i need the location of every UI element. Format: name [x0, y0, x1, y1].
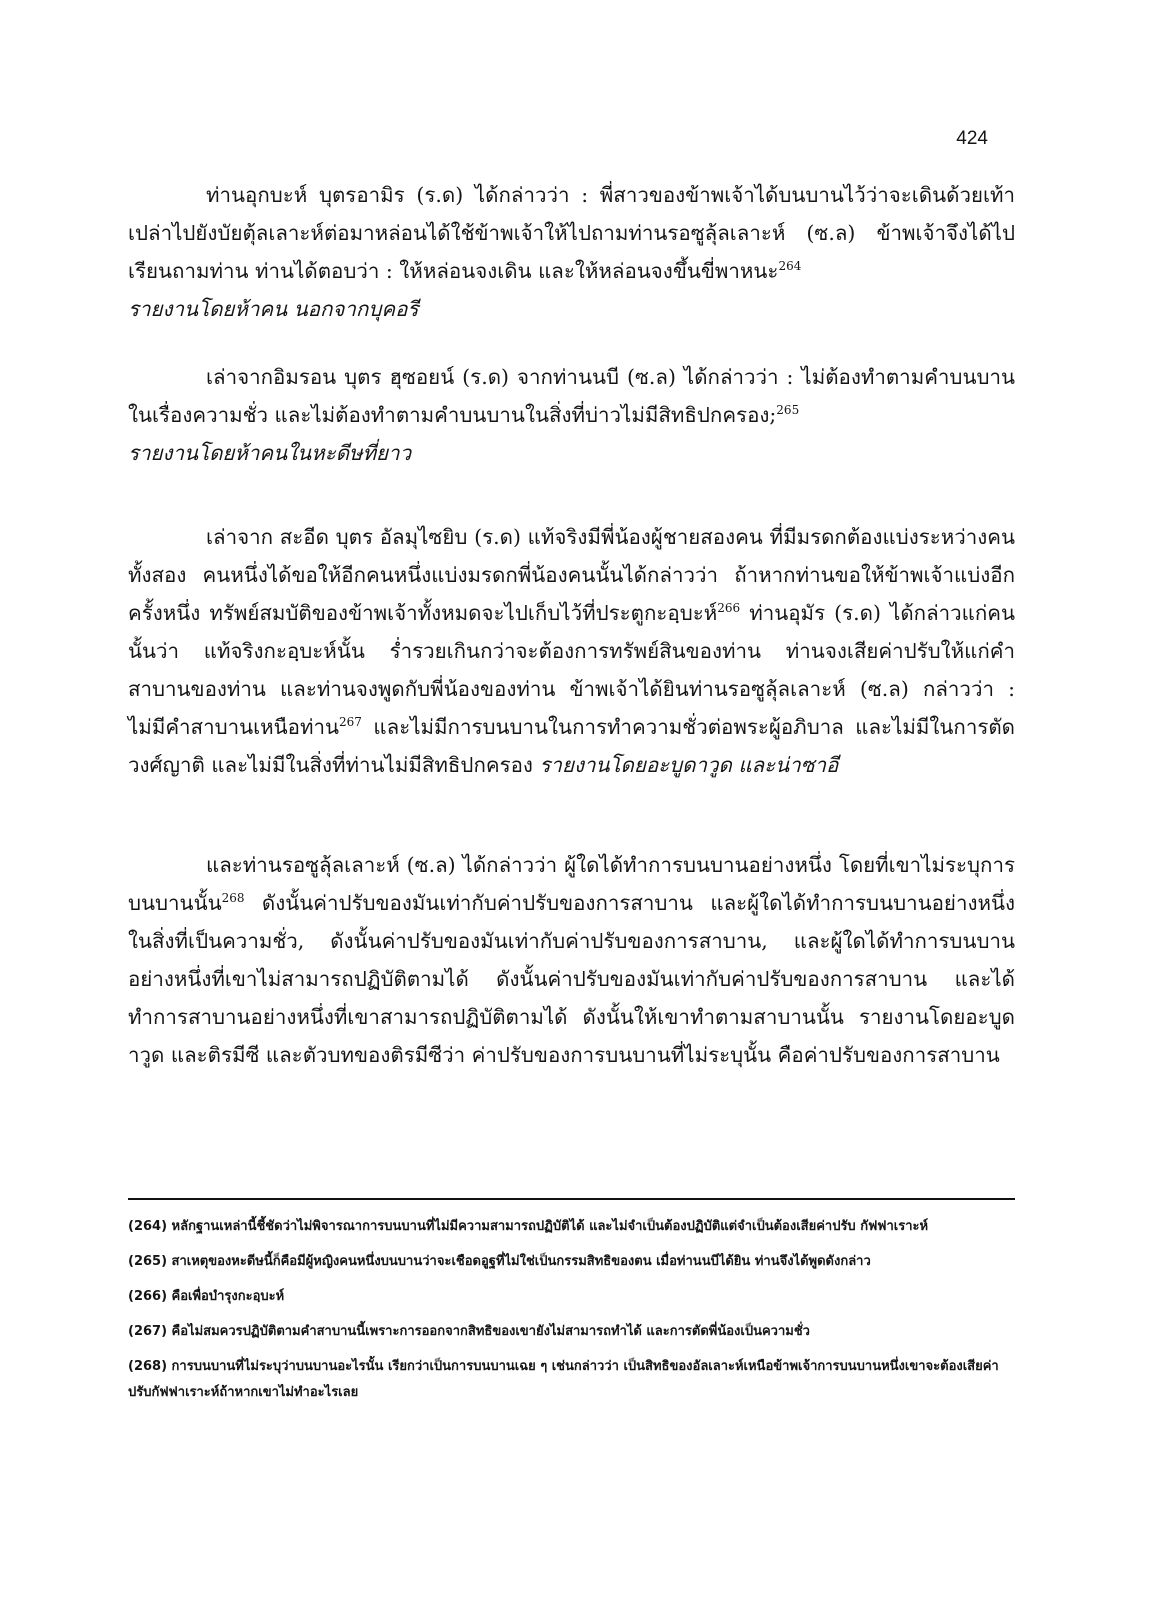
footnote-ref-265: 265 — [776, 403, 800, 418]
paragraph-text: ท่านอุกบะห์ บุตรอามิร (ร.ด) ได้กล่าวว่า : พี่สาวของข้าพเจ้าได้บนบานไว้ว่าจะเดินด้วยเท้าเปล่าไปยังบัยตุ้ลเลาะห์ต่อมาหล่อนได้ใช้ข้าพเจ้าให้ไปถามท่านรอซูลุ้ลเลาะห์ (ซ.ล) ข้าพเจ้าจึงได้ไปเรียนถามท่าน ท่านได้ตอบว่า : ให้หล่อนจงเดิน และให้หล่อนจงขึ้นขี่พาหนะ — [128, 183, 1015, 283]
footnotes — [128, 1214, 1015, 1406]
footnote-268: (268) การบนบานที่ไม่ระบุว่าบนบานอะไรนั้น เรียกว่าเป็นการบนบานเฉย ๆ เช่นกล่าวว่า เป็นสิทธิของอัลเลาะห์เหนือข้าพเจ้าการบนบานหนึ่งเขาจะต้องเสียค่าปรับกัฟฟาเราะห์ถ้าหากเขาไม่ทำอะไรเลย — [128, 1359, 999, 1400]
hadith-source: รายงานโดยอะบูดาวูด และน่าซาอี — [539, 753, 839, 777]
paragraph-text: ดังนั้นค่าปรับของมันเท่ากับค่าปรับของการสาบาน และผู้ใดได้ทำการบนบานอย่างหนึ่งในสิ่งที่เป็นความชั่ว, ดังนั้นค่าปรับของมันเท่ากับค่าปรับของการสาบาน, และผู้ใดได้ทำการบนบานอย่างหนึ่งที่เขาไม่สามารถปฏิบัติตามได้ ดังนั้นค่าปรับของมันเท่ากับค่าปรับของการสาบาน และได้ทำการสาบานอย่างหนึ่งที่เขาสามารถปฏิบัติตามได้ ดังนั้นให้เขาทำตามสาบานนั้น รายงานโดยอะบูดาวูด และติรมีซี และตัวบทของติรมีซีว่า ค่าปรับของการบนบานที่ไม่ระบุนั้น คือค่าปรับของการสาบาน — [128, 891, 1015, 1067]
footnote-ref-264: 264 — [778, 259, 802, 274]
paragraph-text: เล่าจากอิมรอน บุตร ฮุซอยน์ (ร.ด) จากท่านนบี (ซ.ล) ได้กล่าวว่า : ไม่ต้องทำตามคำบนบานในเรื่องความชั่ว และไม่ต้องทำตามคำบนบานในสิ่งที่บ่าวไม่มีสิทธิปกครอง; — [128, 365, 1015, 427]
footnote-ref-268: 268 — [221, 891, 245, 906]
hadith-source: รายงานโดยห้าคน นอกจากบุคอรี — [128, 297, 419, 321]
footnote-ref-266: 266 — [717, 601, 741, 616]
paragraph-3 — [128, 518, 1015, 784]
paragraph-4 — [128, 846, 1015, 1074]
paragraph-text: ท่านอุมัร (ร.ด) ได้กล่าวแก่คนนั้นว่า แท้จริงกะอฺบะห์นั้น ร่ำรวยเกินกว่าจะต้องการทรัพย์สินของท่าน ท่านจงเสียค่าปรับให้แก่คำสาบานของท่าน และท่านจงพูดกับพี่น้องของท่าน ข้าพเจ้าได้ยินท่านรอซูลุ้ลเลาะห์ (ซ.ล) กล่าวว่า : ไม่มีคำสาบานเหนือท่าน — [128, 601, 1016, 739]
page-number: 424 — [956, 128, 988, 149]
paragraph-text: และไม่มีการบนบานในการทำความชั่วต่อพระผู้อภิบาล และไม่มีในการตัดวงศ์ญาติ และไม่มีในสิ่งที่ท่านไม่มีสิทธิปกครอง — [128, 715, 1015, 777]
paragraph-2 — [128, 358, 1015, 472]
footnote-267: (267) คือไม่สมควรปฏิบัติตามคำสาบานนี้เพราะการออกจากสิทธิของเขายังไม่สามารถทำได้ และการตัดพี่น้องเป็นความชั่ว — [128, 1324, 810, 1339]
paragraph-1 — [128, 176, 1015, 328]
footnote-ref-267: 267 — [339, 715, 362, 730]
paragraph-text: เล่าจาก สะอีด บุตร อัลมุไซยิบ (ร.ด) แท้จริงมีพี่น้องผู้ชายสองคน ที่มีมรดกต้องแบ่งระหว่างคนทั้งสอง คนหนึ่งได้ขอให้อีกคนหนึ่งแบ่งมรดกพี่น้องคนนั้นได้กล่าวว่า ถ้าหากท่านขอให้ข้าพเจ้าแบ่งอีกครั้งหนึ่ง ทรัพย์สมบัติของข้าพเจ้าทั้งหมดจะไปเก็บไว้ที่ประตูกะอฺบะห์ — [128, 525, 1015, 625]
footnote-divider — [128, 1198, 1015, 1200]
hadith-source: รายงานโดยห้าคนในหะดีษที่ยาว — [128, 441, 412, 465]
footnote-265: (265) สาเหตุของหะดีษนี้ก็คือมีผู้หญิงคนหนึ่งบนบานว่าจะเชือดอูฐที่ไม่ใช่เป็นกรรมสิทธิของตน เมื่อท่านนบีได้ยิน ท่านจึงได้พูดดังกล่าว — [128, 1254, 871, 1269]
footnote-266: (266) คือเพื่อบำรุงกะอฺบะห์ — [128, 1289, 285, 1304]
footnote-264: (264) หลักฐานเหล่านี้ชี้ชัดว่าไม่พิจารณาการบนบานที่ไม่มีความสามารถปฏิบัติได้ และไม่จำเป็นต้องปฏิบัติแต่จำเป็นต้องเสียค่าปรับ กัฟฟาเราะห์ — [128, 1219, 929, 1234]
paragraph-text: และท่านรอซูลุ้ลเลาะห์ (ซ.ล) ได้กล่าวว่า ผู้ใดได้ทำการบนบานอย่างหนึ่ง โดยที่เขาไม่ระบุการบนบานนั้น — [128, 853, 1015, 915]
